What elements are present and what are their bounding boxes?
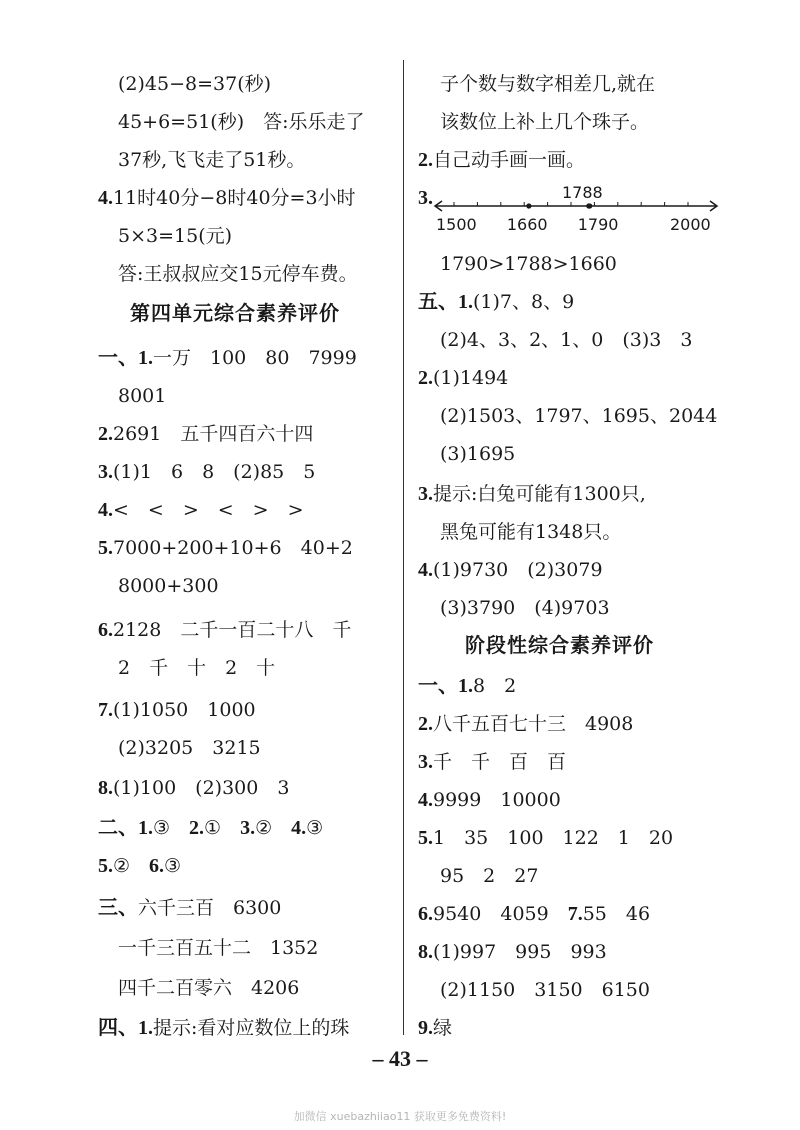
- answer-line: 2.(1)1494: [418, 367, 509, 389]
- answer-line: 2.自己动手画一画。: [418, 149, 586, 171]
- number-line-tick-label: 1790: [577, 215, 619, 234]
- answer-line: 5.1 35 100 122 1 20: [418, 827, 674, 849]
- answer-line: 答:王叔叔应交15元停车费。: [118, 263, 358, 285]
- answer-line: 45+6=51(秒) 答:乐乐走了: [118, 111, 365, 133]
- watermark-footer: 加微信 xuebazhiiao11 获取更多免费资料!: [293, 1110, 507, 1123]
- answer-line: (2)1150 3150 6150: [440, 979, 650, 1001]
- answer-line: 3.: [418, 187, 433, 209]
- answer-line: 5.7000+200+10+6 40+2: [98, 537, 353, 559]
- answer-line: 1790>1788>1660: [440, 253, 617, 275]
- answer-line: 三、六千三百 6300: [98, 897, 282, 919]
- page-number: – 43 –: [372, 1046, 428, 1071]
- answer-line: 3.千 千 百 百: [418, 751, 567, 773]
- answer-line: 4.< < > < > >: [98, 499, 304, 521]
- answer-line: 7.(1)1050 1000: [98, 699, 256, 721]
- number-line-tick-label: 2000: [670, 215, 711, 234]
- number-line-tick-label: 1660: [506, 215, 548, 234]
- number-line-top-label: 1788: [562, 183, 603, 202]
- answer-line: 四、1.提示:看对应数位上的珠: [98, 1017, 350, 1039]
- answer-line: 37秒,飞飞走了51秒。: [118, 149, 306, 171]
- number-line-tick-label: 1500: [436, 215, 477, 234]
- column-divider: [403, 60, 404, 1035]
- section-heading: 第四单元综合素养评价: [130, 301, 340, 325]
- answer-line: 黑兔可能有1348只。: [440, 521, 622, 543]
- answer-line: (3)1695: [440, 443, 516, 465]
- answer-line: 8.(1)997 995 993: [418, 941, 607, 963]
- number-line: [430, 176, 720, 240]
- answer-line: 3.(1)1 6 8 (2)85 5: [98, 461, 316, 483]
- answer-line: 6.2128 二千一百二十八 千: [98, 619, 352, 641]
- answer-line: (2)1503、1797、1695、2044: [440, 405, 718, 427]
- answer-line: 二、1.③ 2.① 3.② 4.③: [98, 817, 324, 839]
- number-line-point: [587, 203, 592, 208]
- answer-line: (2)4、3、2、1、0 (3)3 3: [440, 329, 693, 351]
- section-heading: 阶段性综合素养评价: [465, 633, 654, 657]
- answer-line: 一千三百五十二 1352: [118, 937, 319, 959]
- answer-line: 子个数与数字相差几,就在: [440, 73, 656, 95]
- answer-line: 5.② 6.③: [98, 855, 182, 877]
- answer-line: 五、1.(1)7、8、9: [418, 291, 575, 313]
- answer-line: 8.(1)100 (2)300 3: [98, 777, 290, 799]
- answer-line: 3.提示:白兔可能有1300只,: [418, 483, 646, 505]
- answer-line: 一、1.一万 100 80 7999: [98, 347, 357, 369]
- answer-line: 9.绿: [418, 1017, 453, 1039]
- answer-line: (2)3205 3215: [118, 737, 261, 759]
- answer-line: (2)45−8=37(秒): [118, 73, 272, 95]
- number-line-point: [526, 203, 531, 208]
- answer-line: 8001: [118, 385, 167, 407]
- answer-line: 6.9540 4059 7.55 46: [418, 903, 651, 925]
- answer-line: 该数位上补上几个珠子。: [440, 111, 650, 133]
- answer-line: 4.11时40分−8时40分=3小时: [98, 187, 356, 209]
- answer-line: 一、1.8 2: [418, 675, 517, 697]
- answer-line: 4.(1)9730 (2)3079: [418, 559, 603, 581]
- answer-line: 四千二百零六 4206: [118, 977, 300, 999]
- answer-line: 2.2691 五千四百六十四: [98, 423, 314, 445]
- answer-line: 2 千 十 2 十: [118, 657, 276, 679]
- answer-line: 8000+300: [118, 575, 219, 597]
- answer-line: (3)3790 (4)9703: [440, 597, 610, 619]
- answer-line: 5×3=15(元): [118, 225, 233, 247]
- answer-line: 4.9999 10000: [418, 789, 561, 811]
- answer-line: 95 2 27: [440, 865, 539, 887]
- answer-line: 2.八千五百七十三 4908: [418, 713, 634, 735]
